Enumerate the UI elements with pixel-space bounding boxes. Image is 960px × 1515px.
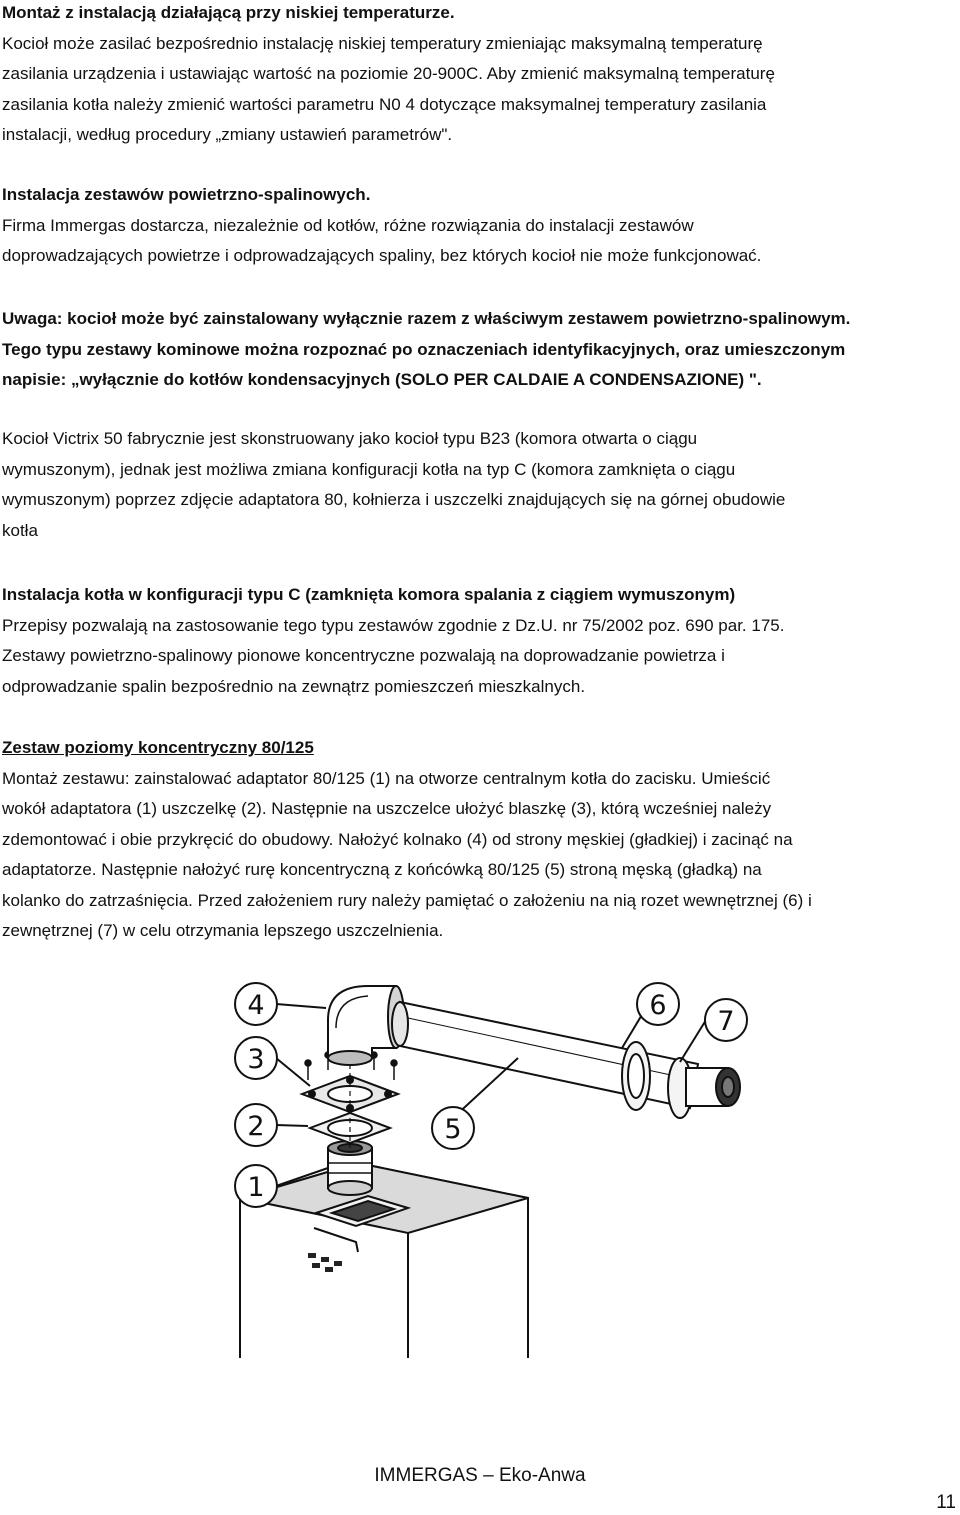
heading-flue-kits: Instalacja zestawów powietrzno-spalinowych. — [2, 185, 371, 204]
paragraph-line: wymuszonym) poprzez zdjęcie adaptatora 80, kołnierza i uszczelki znajdujących się na górnej obudowie — [2, 490, 786, 509]
paragraph-line: zasilania urządzenia i ustawiając wartość na poziomie 20-900C. Aby zmienić maksymalną temperaturę — [2, 64, 775, 83]
warning-line: Tego typu zestawy kominowe można rozpoznać po oznaczeniach identyfikacyjnych, oraz umieszczonym — [2, 339, 846, 359]
installation-diagram — [228, 968, 763, 1358]
adapter-80-125 — [328, 1141, 372, 1195]
paragraph-line: kolanko do zatrzaśnięcia. Przed założeniem rury należy pamiętać o założeniu na nią rozet wewnętrznej (6) i — [2, 890, 812, 910]
paragraph-line: zewnętrznej (7) w celu otrzymania lepszego uszczelnienia. — [2, 921, 444, 940]
inner-rosette — [622, 1042, 650, 1110]
section-victrix-config — [2, 424, 958, 546]
callout-4: 4 — [247, 990, 265, 1021]
paragraph-line: Firma Immergas dostarcza, niezależnie od kotłów, różne rozwiązania do instalacji zestawów — [2, 215, 694, 235]
callout-3: 3 — [247, 1044, 265, 1075]
paragraph-line: doprowadzających powietrze i odprowadzających spaliny, bez których kocioł nie może funkcjonować. — [2, 246, 762, 265]
paragraph-line: Przepisy pozwalają na zastosowanie tego typu zestawów zgodnie z Dz.U. nr 75/2002 poz. 690 par. 175. — [2, 615, 785, 635]
callout-6: 6 — [649, 990, 667, 1021]
paragraph-line: instalacji, według procedury „zmiany ustawień parametrów". — [2, 125, 453, 144]
paragraph-line: Zestawy powietrzno-spalinowy pionowe koncentryczne pozwalają na doprowadzanie powietrza i — [2, 646, 725, 665]
warning-line: Uwaga: kocioł może być zainstalowany wyłącznie razem z właściwym zestawem powietrzno-spalinowym. — [2, 309, 851, 328]
heading-type-c: Instalacja kotła w konfiguracji typu C (zamknięta komora spalania z ciągiem wymuszonym) — [2, 585, 736, 604]
callout-1: 1 — [247, 1172, 265, 1203]
callout-2: 2 — [247, 1111, 265, 1142]
paragraph-line: zasilania kotła należy zmienić wartości parametru N0 4 dotyczące maksymalnej temperatury zasilania — [2, 94, 767, 114]
callout-5: 5 — [444, 1114, 462, 1145]
paragraph-line: wymuszonym), jednak jest możliwa zmiana konfiguracji kotła na typ C (komora zamknięta o ciągu — [2, 459, 736, 479]
callout-7: 7 — [717, 1006, 735, 1037]
section-type-c — [2, 580, 958, 702]
page-footer: IMMERGAS – Eko-Anwa — [374, 1465, 586, 1486]
heading-horizontal-kit: Zestaw poziomy koncentryczny 80/125 — [2, 738, 314, 757]
outer-rosette — [668, 1058, 740, 1118]
boiler-casing — [240, 1163, 528, 1358]
paragraph-line: wokół adaptatora (1) uszczelkę (2). Następnie na uszczelce ułożyć blaszkę (3), którą wcześniej należy — [2, 799, 772, 818]
paragraph-line: odprowadzanie spalin bezpośrednio na zewnątrz pomieszczeń mieszkalnych. — [2, 676, 586, 696]
paragraph-line: kotła — [2, 520, 38, 540]
paragraph-line: zdemontować i obie przykręcić do obudowy. Nałożyć kolnako (4) od strony męskiej (gładkiej) i zacinąć na — [2, 829, 793, 849]
section-flue-kits — [2, 180, 958, 272]
heading-low-temperature: Montaż z instalacją działającą przy niskiej temperaturze. — [2, 3, 455, 22]
section-horizontal-kit — [2, 733, 958, 947]
warning-line: napisie: „wyłącznie do kotłów kondensacyjnych (SOLO PER CALDAIE A CONDENSAZIONE) ". — [2, 370, 762, 389]
page-number: 11 — [936, 1492, 956, 1513]
paragraph-line: Montaż zestawu: zainstalować adaptator 80/125 (1) na otworze centralnym kotła do zacisku. Umieścić — [2, 768, 771, 788]
paragraph-line: Kocioł może zasilać bezpośrednio instalację niskiej temperatury zmieniając maksymalną temperaturę — [2, 33, 763, 53]
warning-block — [2, 304, 958, 396]
section-low-temperature — [2, 0, 958, 151]
paragraph-line: Kocioł Victrix 50 fabrycznie jest skonstruowany jako kocioł typu B23 (komora otwarta o ciągu — [2, 429, 698, 448]
paragraph-line: adaptatorze. Następnie nałożyć rurę koncentryczną z końcówką 80/125 (5) stroną męską (gładką) na — [2, 860, 762, 879]
